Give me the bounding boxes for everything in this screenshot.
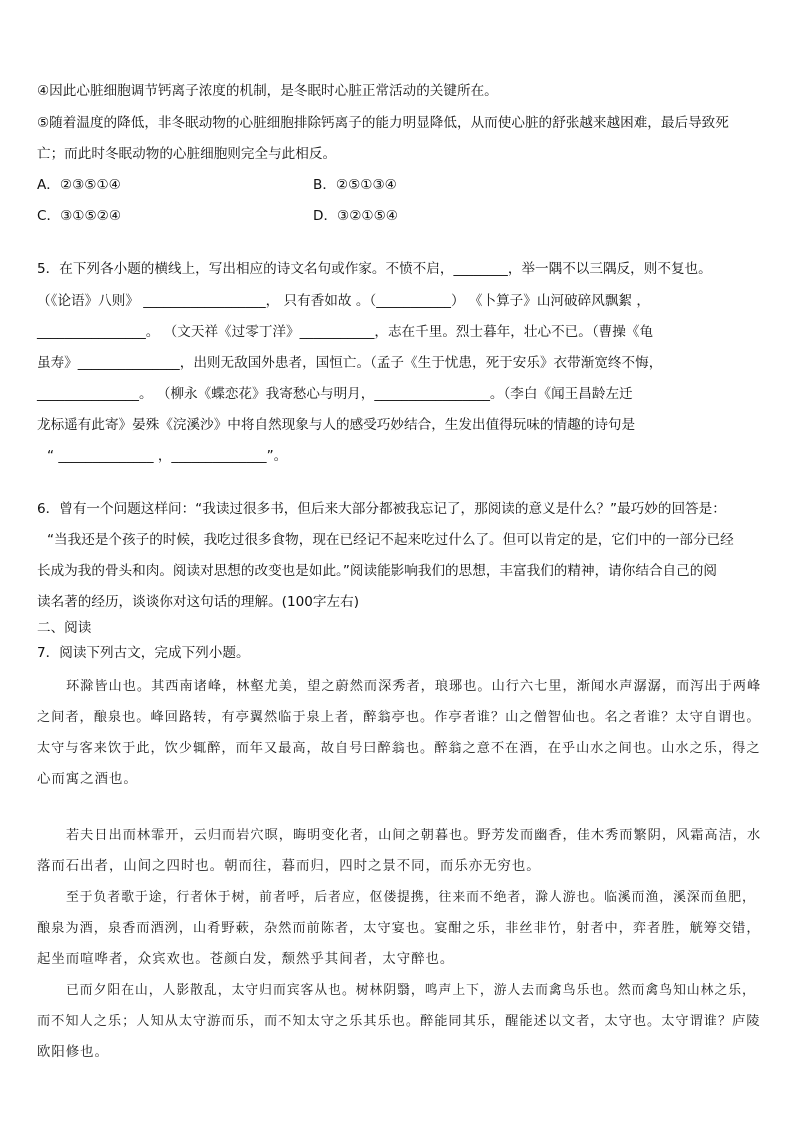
q5-line-6: 龙标遥有此寄》晏殊《浣溪沙》中将自然现象与人的感受巧妙结合，生发出值得玩味的情趣的诗句是 xyxy=(37,417,636,433)
q5-line-2: （《论语》八则》 __________________， 只有香如故 。（___________） 《卜算子》山河破碎风飘絮 ， xyxy=(37,293,650,309)
q5-line-1: 5．在下列各小题的横线上，写出相应的诗文名句或作家。不愤不启，________，举一隅不以三隅反，则不复也。 xyxy=(37,261,712,277)
passage-p1-line-2: 之间者，酿泉也。峰回路转，有亭翼然临于泉上者，醉翁亭也。作亭者谁？山之僧智仙也。名之者谁？太守自谓也。 xyxy=(37,710,761,725)
q4-option-d: D．③②①⑤④ xyxy=(313,208,398,224)
q6-line-1: 6．曾有一个问题这样问：“我读过很多书，但后来大部分都被我忘记了，那阅读的意义是什么？”最巧妙的回答是： xyxy=(37,501,726,517)
q4-statement-5: ⑤随着温度的降低，非冬眠动物的心脏细胞排除钙离子的能力明显降低，从而使心脏的舒张越来越困难，最后导致死 xyxy=(37,115,729,131)
q4-statement-5-cont: 亡；而此时冬眠动物的心脏细胞则完全与此相反。 xyxy=(37,146,337,162)
q5-line-4: 虽寿》_______________，出则无敌国外患者，国恒亡。（孟子《生于忧患，死于安乐》衣带渐宽终不悔， xyxy=(37,355,663,371)
passage-p4-line-3: 欧阳修也。 xyxy=(37,1045,109,1060)
passage-p4-line-1: 已而夕阳在山，人影散乱，太守归而宾客从也。树林阴翳，鸣声上下，游人去而禽鸟乐也。然而禽鸟知山林之乐， xyxy=(66,983,756,998)
passage-p1-line-1: 环滁皆山也。其西南诸峰，林壑尤美，望之蔚然而深秀者，琅琊也。山行六七里，渐闻水声潺潺，而泻出于两峰 xyxy=(66,679,762,694)
q4-option-c: C．③①⑤②④ xyxy=(37,208,122,224)
passage-p4-line-2: 而不知人之乐；人知从太守游而乐，而不知太守之乐其乐也。醉能同其乐，醒能述以文者，太守也。太守谓谁？庐陵 xyxy=(37,1014,761,1029)
q6-line-4: 读名著的经历，谈谈你对这句话的理解。(100字左右) xyxy=(37,594,360,610)
q4-option-a: A．②③⑤①④ xyxy=(37,177,121,193)
section-title: 二、阅读 xyxy=(37,620,92,636)
passage-p3-line-2: 酿泉为酒，泉香而酒洌，山肴野蔌，杂然而前陈者，太守宴也。宴酣之乐，非丝非竹，射者中，弈者胜，觥筹交错， xyxy=(37,921,761,936)
q6-line-3: 长成为我的骨头和肉。阅读对思想的改变也是如此。”阅读能影响我们的思想，丰富我们的精神，请你结合自己的阅 xyxy=(37,563,717,579)
passage-p1-line-4: 心而寓之酒也。 xyxy=(37,772,138,787)
q5-line-3: ________________。 （文天祥《过零丁洋》___________，志在千里。烈士暮年，壮心不已。（曹操《龟 xyxy=(37,324,654,340)
q7-intro: 7．阅读下列古文，完成下列小题。 xyxy=(37,645,250,661)
q5-line-5: _______________。 （柳永《蝶恋花》我寄愁心与明月，_________________。（李白《闻王昌龄左迁 xyxy=(37,386,633,402)
q5-line-7: “ ______________ ，______________”。 xyxy=(47,448,288,464)
q4-statement-4: ④因此心脏细胞调节钙离子浓度的机制，是冬眠时心脏正常活动的关键所在。 xyxy=(37,83,498,99)
q6-line-2: “当我还是个孩子的时候，我吃过很多食物，现在已经记不起来吃过什么了。但可以肯定的是，它们中的一部分已经 xyxy=(47,532,734,548)
passage-p2-line-2: 落而石出者，山间之四时也。朝而往，暮而归，四时之景不同，而乐亦无穷也。 xyxy=(37,859,541,874)
passage-p1-line-3: 太守与客来饮于此，饮少辄醉，而年又最高，故自号曰醉翁也。醉翁之意不在酒，在乎山水之间也。山水之乐，得之 xyxy=(37,741,761,756)
passage-p3-line-3: 起坐而喧哗者，众宾欢也。苍颜白发，颓然乎其间者，太守醉也。 xyxy=(37,952,455,967)
passage-p3-line-1: 至于负者歌于途，行者休于树，前者呼，后者应，伛偻提携，往来而不绝者，滁人游也。临溪而渔，溪深而鱼肥， xyxy=(66,890,756,905)
q4-option-b: B．②⑤①③④ xyxy=(313,177,397,193)
passage-p2-line-1: 若夫日出而林霏开，云归而岩穴暝，晦明变化者，山间之朝暮也。野芳发而幽香，佳木秀而繁阴，风霜高洁，水 xyxy=(66,828,762,843)
